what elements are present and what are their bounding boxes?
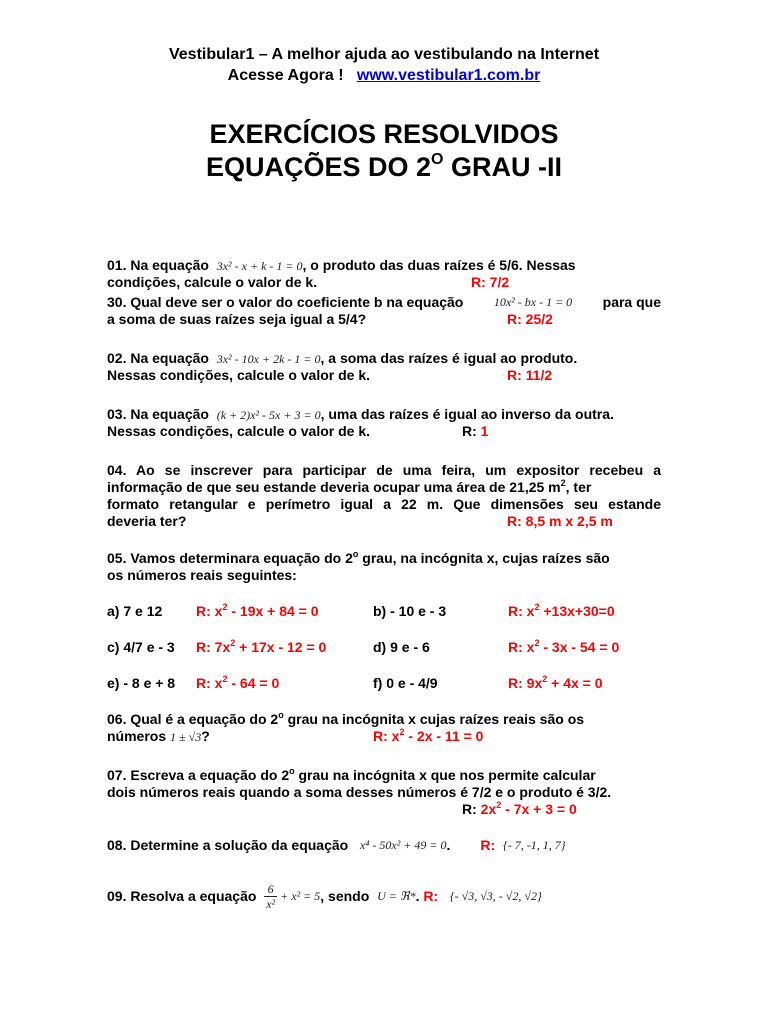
q05-item-d-answer: R: $x^2 - 3x - 54 = 0$	[508, 638, 620, 655]
q09-universe: U = ℜ*	[377, 888, 416, 903]
q05-item-e-answer: R: $x^2 - 64 = 0$	[196, 674, 280, 691]
q06-line-1b: grau na incógnita x cujas raízes reais são os	[283, 711, 585, 727]
q07-line-1b: grau na incógnita x que nos permite calcular	[294, 767, 596, 783]
q04-line-4: deveria ter?	[107, 513, 187, 529]
q30-text-b: para que	[602, 294, 661, 310]
q09-denominator: x²	[266, 896, 276, 911]
q06-answer: R: $x^2 - 2x - 11 = 0$	[373, 727, 484, 744]
q01-text-c: condições, calcule o valor de k.	[107, 274, 318, 290]
q05-item-f-answer: R: $9x^2 + 4x = 0$	[508, 674, 603, 691]
question-06	[107, 711, 661, 745]
q05-line-1b: grau, na incógnita x, cujas raízes são	[358, 550, 610, 566]
q09-solution: {- √3, √3, - √2, √2}	[449, 888, 542, 903]
q04-line-2: informação de que seu estande deveria ocupar uma área de 21,25 m	[107, 479, 561, 495]
q07-sup: o	[289, 766, 295, 776]
q03-answer-label: R:	[462, 423, 477, 439]
question-01	[107, 257, 661, 291]
q07-answer: $2x^2 - 7x + 3 = 0$	[480, 800, 577, 817]
q09-text: 09. Resolva a equação	[107, 887, 257, 904]
q07-line-2: dois números reais quando a soma desses números é 7/2 e o produto é 3/2.	[107, 784, 612, 800]
q01-text-b: , o produto das duas raízes é 5/6. Nessas	[302, 257, 576, 273]
question-09	[107, 876, 661, 916]
q06-roots: 1 ± √3	[170, 730, 202, 744]
q09-dot: .	[415, 887, 420, 904]
site-header-cta	[0, 67, 768, 85]
q08-solution: {- 7, -1, 1, 7}	[502, 838, 566, 852]
question-04	[107, 462, 661, 530]
q05-item-d-label: d) 9 e - 6	[373, 639, 430, 655]
subtitle-sup: O	[431, 151, 444, 168]
q02-equation: 3x² - 10x + 2k - 1 = 0	[216, 352, 321, 366]
q02-text-c: Nessas condições, calcule o valor de k.	[107, 367, 371, 383]
q04-line-3: formato retangular e perímetro igual a 22 m. Que dimensões seu estande	[107, 496, 661, 512]
q03-text-b: , uma das raízes é igual ao inverso da outra.	[320, 406, 614, 422]
q05-line-2: os números reais seguintes:	[107, 567, 297, 583]
q30-equation: 10x² - bx - 1 = 0	[493, 295, 573, 309]
q05-line-1: 05. Vamos determinara equação do 2	[107, 550, 353, 566]
q08-text: 08. Determine a solução da equação	[107, 837, 349, 853]
q03-equation: (k + 2)x² - 5x + 3 = 0	[216, 408, 321, 422]
q05-item-e-label: e) - 8 e + 8	[107, 675, 176, 691]
subtitle-suffix: GRAU -II	[443, 152, 562, 182]
q30-answer: R: 25/2	[507, 311, 553, 327]
q01-text: 01. Na equação	[107, 257, 209, 273]
q01-equation: 3x² - x + k - 1 = 0	[216, 259, 303, 273]
q07-answer-label: R:	[462, 801, 477, 817]
q05-item-a-label: a) 7 e 12	[107, 603, 163, 619]
subtitle-text: EQUAÇÕES DO 2	[206, 152, 432, 182]
q06-sup: o	[278, 710, 284, 720]
q08-answer-label: R:	[480, 837, 496, 853]
q09-numerator: 6	[267, 881, 274, 896]
q05-item-a-answer: R: $x^2 - 19x + 84 = 0$	[196, 602, 319, 619]
cta-text: Acesse Agora !	[227, 67, 344, 84]
question-07	[107, 767, 661, 818]
q09-answer-label: R:	[423, 887, 439, 904]
q02-text-b: , a soma das raízes é igual ao produto.	[320, 350, 578, 366]
page-title: EXERCÍCIOS RESOLVIDOS	[209, 119, 559, 149]
q03-answer: 1	[480, 423, 489, 439]
q06-line-1: 06. Qual é a equação do 2	[107, 711, 279, 727]
question-03	[107, 406, 661, 440]
q08-equation: x⁴ - 50x² + 49 = 0	[359, 838, 447, 852]
q02-text: 02. Na equação	[107, 350, 209, 366]
q06-qmark: ?	[201, 728, 210, 744]
site-link[interactable]: www.vestibular1.com.br	[356, 67, 541, 84]
question-02	[107, 350, 661, 384]
page-subtitle	[0, 152, 768, 183]
q04-answer: R: 8,5 m x 2,5 m	[507, 513, 613, 529]
q04-line-1: 04. Ao se inscrever para participar de uma feira, um expositor recebeu a	[107, 462, 661, 478]
q05-item-f-label: f) 0 e - 4/9	[373, 675, 438, 691]
q02-answer: R: 11/2	[507, 367, 553, 383]
q08-dot: .	[446, 837, 451, 853]
question-05	[107, 550, 661, 584]
question-30	[107, 294, 661, 328]
q06-line-2: números	[107, 728, 167, 744]
q30-text: 30. Qual deve ser o valor do coeficiente b na equação	[107, 294, 464, 310]
q09-text-b: , sendo	[320, 887, 370, 904]
q03-text-c: Nessas condições, calcule o valor de k.	[107, 423, 371, 439]
q05-item-c-answer: R: $7x^2 + 17x - 12 = 0$	[196, 638, 327, 655]
q04-line-2b: , ter	[565, 479, 592, 495]
q05-item-b-answer: R: $x^2 +13x+30=0$	[508, 602, 615, 619]
q07-line-1: 07. Escreva a equação do 2	[107, 767, 290, 783]
q03-text: 03. Na equação	[107, 406, 209, 422]
q30-text-c: a soma de suas raízes seja igual a 5/4?	[107, 311, 367, 327]
site-header-line: Vestibular1 – A melhor ajuda ao vestibulando na Internet	[168, 46, 600, 63]
q05-item-c-label: c) 4/7 e - 3	[107, 639, 175, 655]
question-08	[107, 837, 661, 854]
q01-answer: R: 7/2	[471, 274, 510, 290]
q09-fraction	[264, 882, 277, 911]
q04-sup: 2	[560, 478, 566, 488]
q09-equation-rest: + x² = 5	[280, 888, 321, 903]
q05-item-b-label: b) - 10 e - 3	[373, 603, 447, 619]
q05-sup: o	[352, 549, 359, 559]
